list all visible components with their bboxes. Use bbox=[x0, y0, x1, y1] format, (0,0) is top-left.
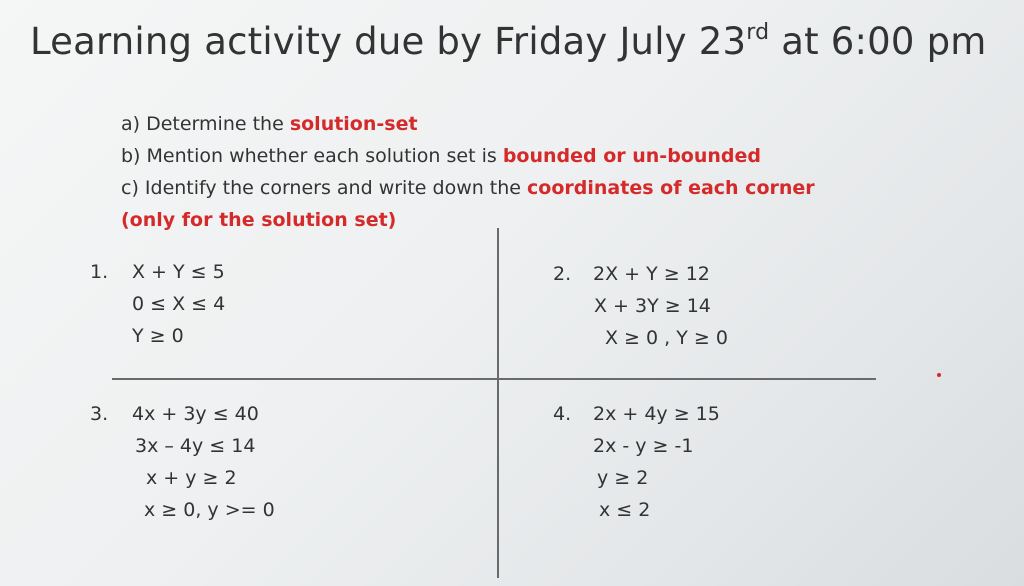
page-title: Learning activity due by Friday July 23rd at 6:00 pm bbox=[30, 19, 987, 63]
problem-4 bbox=[553, 398, 720, 526]
constraint: X + 3Y ≥ 14 bbox=[594, 295, 711, 317]
constraint: 2X + Y ≥ 12 bbox=[593, 263, 710, 285]
constraint: 2x - y ≥ -1 bbox=[593, 435, 694, 457]
vertical-divider bbox=[497, 228, 499, 578]
problem-2 bbox=[553, 258, 728, 354]
constraint: 2x + 4y ≥ 15 bbox=[593, 403, 720, 425]
constraint: Y ≥ 0 bbox=[132, 325, 184, 347]
problem-1 bbox=[90, 256, 225, 352]
constraint: y ≥ 2 bbox=[597, 467, 649, 489]
problem-number: 1. bbox=[90, 261, 109, 283]
constraint: 0 ≤ X ≤ 4 bbox=[132, 293, 226, 315]
constraint: 3x – 4y ≤ 14 bbox=[135, 435, 256, 457]
horizontal-divider bbox=[112, 378, 876, 380]
problem-number: 2. bbox=[553, 263, 572, 285]
instructions bbox=[121, 108, 815, 236]
problem-number: 3. bbox=[90, 403, 109, 425]
problem-number: 4. bbox=[553, 403, 572, 425]
instruction-c: c) Identify the corners and write down the coordinates of each corner bbox=[121, 177, 815, 199]
instruction-b: b) Mention whether each solution set is bounded or un-bounded bbox=[121, 145, 761, 167]
constraint: x ≤ 2 bbox=[599, 499, 651, 521]
instruction-note: (only for the solution set) bbox=[121, 209, 397, 231]
constraint: X + Y ≤ 5 bbox=[132, 261, 225, 283]
red-dot-mark bbox=[937, 373, 941, 377]
constraint: x + y ≥ 2 bbox=[146, 467, 237, 489]
constraint: x ≥ 0, y >= 0 bbox=[144, 499, 275, 521]
constraint: X ≥ 0 , Y ≥ 0 bbox=[605, 327, 728, 349]
constraint: 4x + 3y ≤ 40 bbox=[132, 403, 259, 425]
instruction-a: a) Determine the solution-set bbox=[121, 113, 418, 135]
problem-3 bbox=[90, 398, 275, 526]
